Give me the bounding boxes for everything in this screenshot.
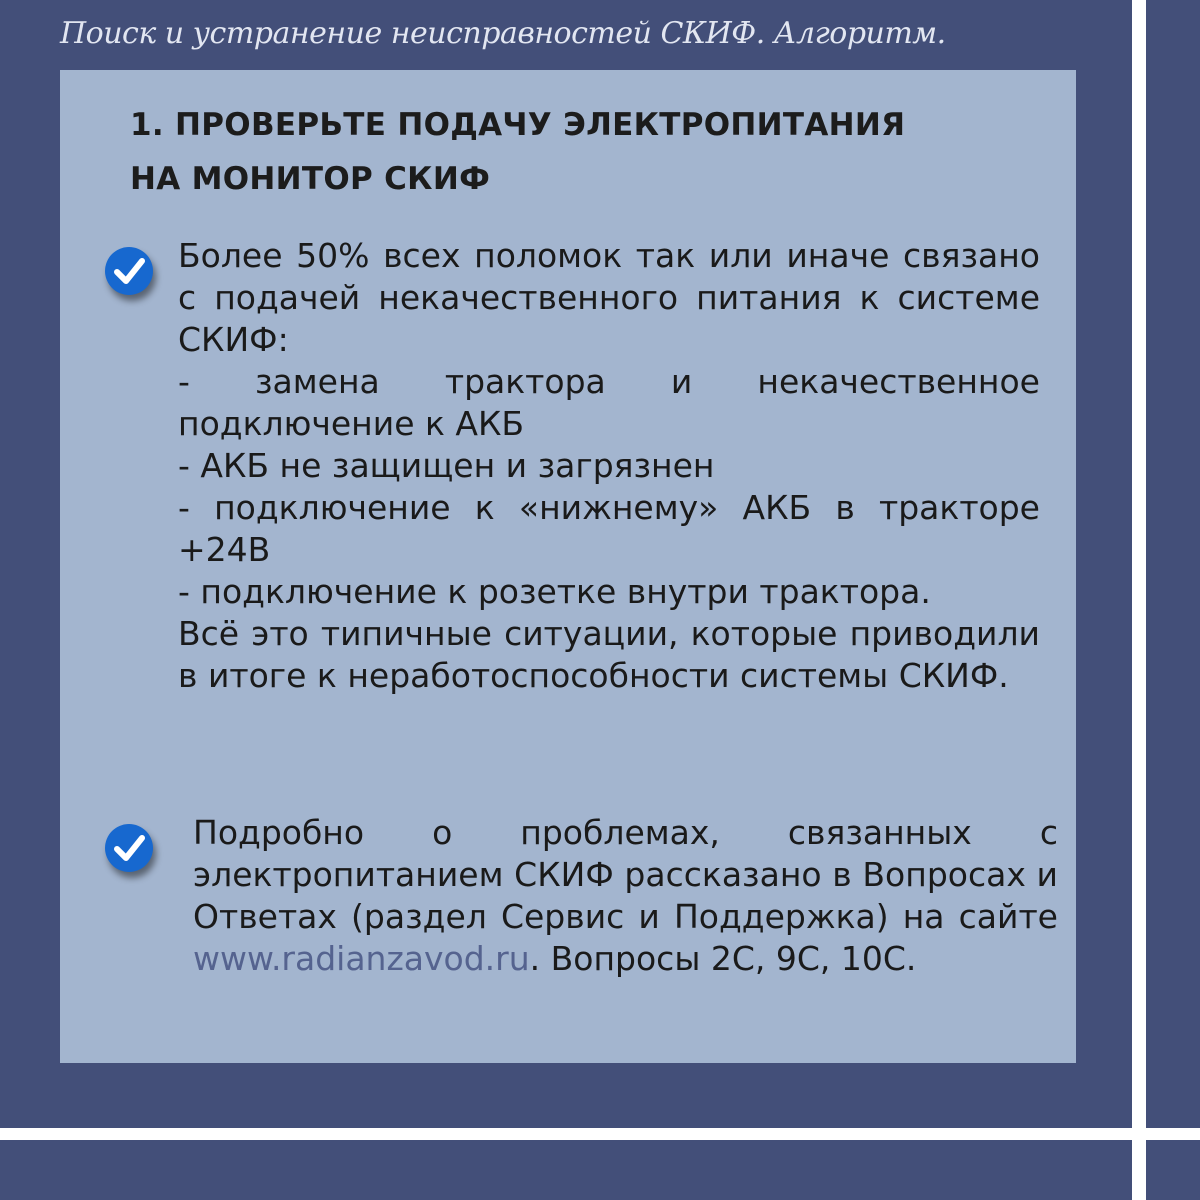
website-link[interactable]: www.radianzavod.ru	[193, 939, 530, 978]
power-issue-bullet: - подключение к розетке внутри трактора.	[178, 572, 931, 611]
check-circle-icon	[105, 247, 153, 295]
faq-reference-text	[193, 812, 1058, 980]
faq-reference-text-after: . Вопросы 2С, 9С, 10С.	[529, 939, 917, 978]
vertical-divider-line	[1132, 0, 1146, 1200]
horizontal-divider-line	[0, 1128, 1200, 1140]
faq-reference-item	[193, 812, 1058, 980]
check-circle-icon	[105, 824, 153, 872]
section-heading-line-1: 1. ПРОВЕРЬТЕ ПОДАЧУ ЭЛЕКТРОПИТАНИЯ	[130, 107, 906, 143]
section-heading-line-2: НА МОНИТОР СКИФ	[130, 161, 491, 197]
power-issue-bullet: - подключение к «нижнему» АКБ в тракторе +24В	[178, 488, 1040, 569]
power-issue-bullet: - замена трактора и некачественное подключение к АКБ	[178, 362, 1040, 443]
page-title: Поиск и устранение неисправностей СКИФ. Алгоритм.	[60, 16, 946, 51]
power-issue-bullet: - АКБ не защищен и загрязнен	[178, 446, 715, 485]
power-issues-intro: Более 50% всех поломок так или иначе связано с подачей некачественного питания к системе СКИФ:	[178, 236, 1040, 359]
power-issues-item	[178, 235, 1040, 697]
faq-reference-text-before: Подробно о проблемах, связанных с электропитанием СКИФ рассказано в Вопросах и Ответах (раздел Сервис и Поддержка) на сайте	[193, 813, 1058, 936]
power-issues-summary: Всё это типичные ситуации, которые приводили в итоге к неработоспособности системы СКИФ.	[178, 614, 1040, 695]
content-panel	[60, 70, 1076, 1063]
section-heading	[130, 98, 905, 206]
